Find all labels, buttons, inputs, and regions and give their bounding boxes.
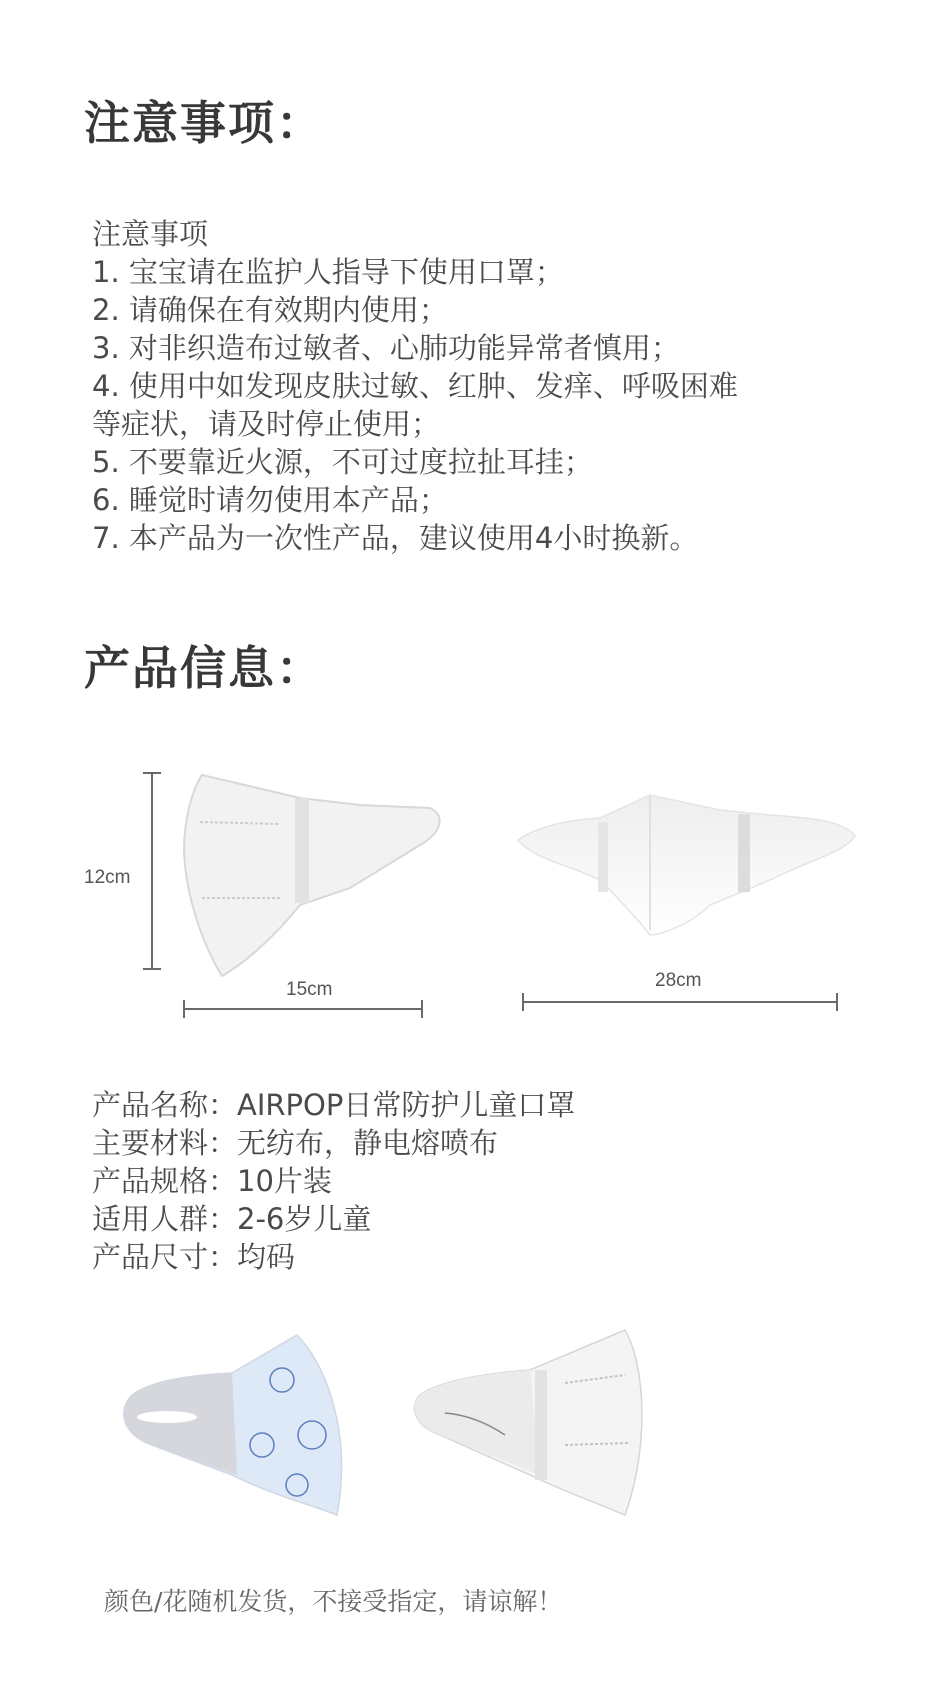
spec-label: 适用人群： <box>92 1202 238 1236</box>
width-tick-right <box>421 1000 423 1018</box>
height-tick-bottom <box>143 968 161 970</box>
mask-front-view-image <box>510 790 860 940</box>
spread-dimension-line <box>522 1001 838 1003</box>
height-label: 12cm <box>84 867 131 888</box>
mask-side-view-image <box>180 770 450 980</box>
white-mask-image <box>410 1325 660 1525</box>
width-tick-left <box>183 1000 185 1018</box>
spec-value: 无纺布，静电熔喷布 <box>237 1126 499 1160</box>
spec-label: 产品规格： <box>92 1164 238 1198</box>
note-item: 3. 对非织造布过敏者、心肺功能异常者慎用； <box>92 331 680 365</box>
spec-row-material <box>92 1124 575 1162</box>
spec-label: 产品名称： <box>92 1088 238 1122</box>
height-dimension-line <box>151 772 153 970</box>
note-item: 5. 不要靠近火源，不可过度拉扯耳挂； <box>92 445 593 479</box>
spec-value: 均码 <box>237 1240 296 1274</box>
spec-row-package <box>92 1162 575 1200</box>
product-specs <box>92 1086 575 1276</box>
width-label: 15cm <box>286 979 333 1000</box>
spec-row-audience <box>92 1200 575 1238</box>
spec-value: 10片装 <box>237 1164 332 1198</box>
product-section-title: 产品信息： <box>84 641 324 695</box>
width-dimension-line <box>183 1008 423 1010</box>
spread-label: 28cm <box>655 970 702 991</box>
spec-row-name <box>92 1086 575 1124</box>
note-item: 2. 请确保在有效期内使用； <box>92 293 448 327</box>
note-item: 4. 使用中如发现皮肤过敏、红肿、发痒、呼吸困难 <box>92 369 738 403</box>
note-item: 1. 宝宝请在监护人指导下使用口罩； <box>92 255 564 289</box>
blue-pattern-mask-image <box>112 1325 372 1525</box>
shipping-note: 颜色/花随机发货，不接受指定，请谅解！ <box>104 1587 563 1616</box>
note-item: 7. 本产品为一次性产品，建议使用4小时换新。 <box>92 521 699 555</box>
spread-tick-left <box>522 993 524 1011</box>
note-item: 等症状，请及时停止使用； <box>92 407 441 441</box>
height-tick-top <box>143 772 161 774</box>
notes-subtitle: 注意事项 <box>92 217 209 251</box>
spec-value: AIRPOP日常防护儿童口罩 <box>237 1088 576 1122</box>
spread-tick-right <box>836 993 838 1011</box>
notes-list <box>92 215 892 557</box>
notes-section-title: 注意事项： <box>84 96 324 150</box>
note-item: 6. 睡觉时请勿使用本产品； <box>92 483 448 517</box>
spec-label: 产品尺寸： <box>92 1240 238 1274</box>
spec-label: 主要材料： <box>92 1126 238 1160</box>
spec-value: 2-6岁儿童 <box>237 1202 372 1236</box>
spec-row-size <box>92 1238 575 1276</box>
